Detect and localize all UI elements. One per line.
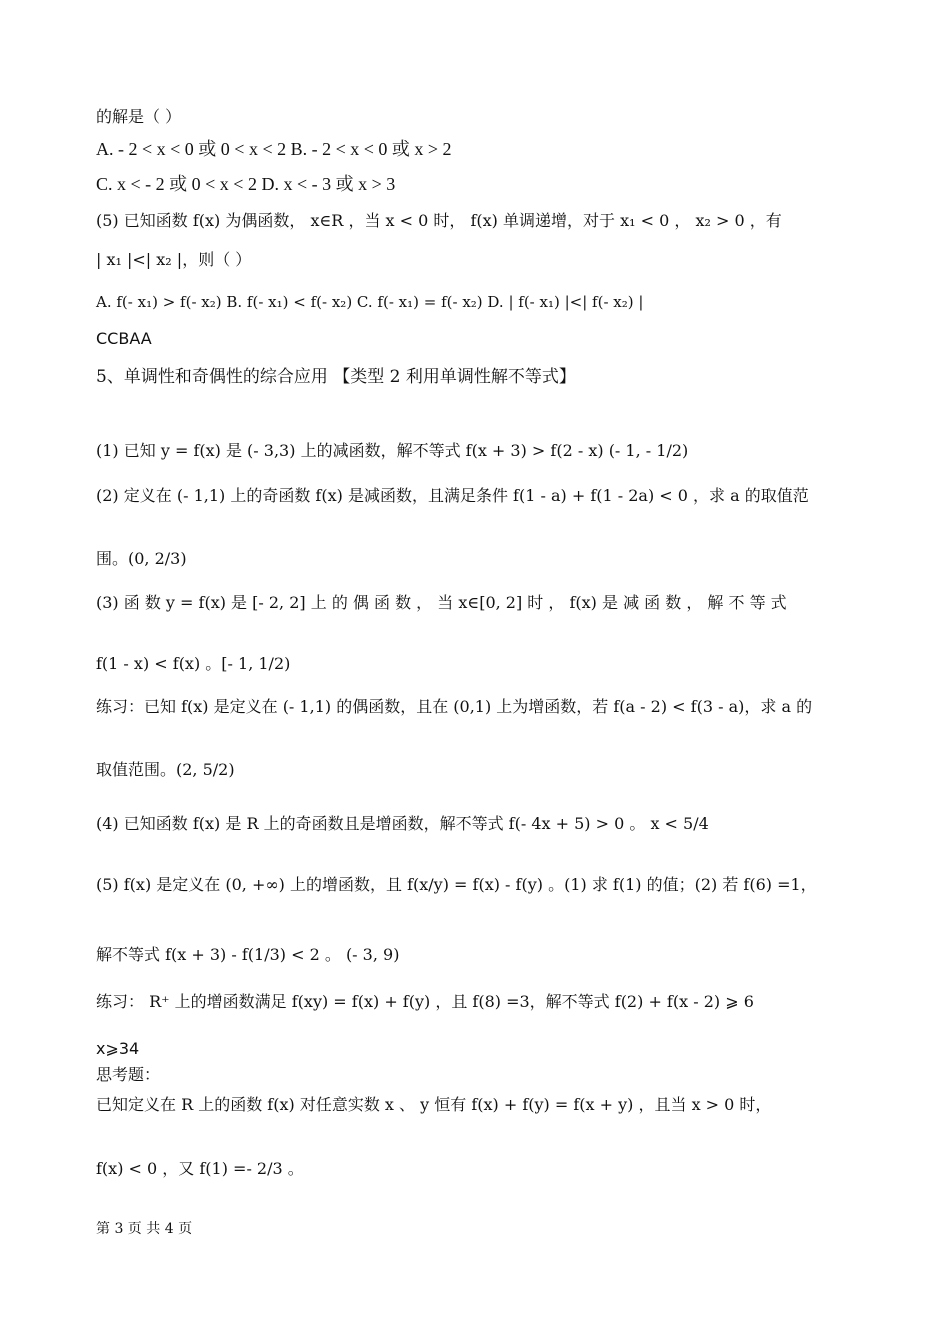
thinking-problem-cont: f(x) < 0 ，又 f(1) =- 2/3 。 — [96, 1159, 304, 1178]
practice-2-answer: x⩾34 — [96, 1039, 140, 1058]
choice-row-ab: A. - 2 < x < 0 或 0 < x < 2 B. - 2 < x < 0 或 x > 2 — [96, 139, 452, 159]
problem-3: (3) 函 数 y = f(x) 是 [- 2, 2] 上 的 偶 函 数 ， 当 x∈[0, 2] 时 ， f(x) 是 减 函 数 ， 解 不 等 式 — [96, 593, 787, 612]
problem-4: (4) 已知函数 f(x) 是 R 上的奇函数且是增函数，解不等式 f(- 4x + 5) > 0 。 x < 5/4 — [96, 814, 709, 833]
choice-row-abcd: A. f(- x₁) > f(- x₂) B. f(- x₁) < f(- x₂) C. f(- x₁) = f(- x₂) D. | f(- x₁) |<| f(- x₂) | — [96, 293, 644, 311]
text-line-l05: | x₁ |<| x₂ |，则（ ） — [96, 250, 252, 269]
answer-key: CCBAA — [96, 329, 152, 348]
section-heading: 5、单调性和奇偶性的综合应用 【类型 2 利用单调性解不等式】 — [96, 367, 576, 387]
problem-2-answer: 围。(0, 2/3) — [96, 549, 187, 568]
problem-2: (2) 定义在 (- 1,1) 上的奇函数 f(x) 是减函数，且满足条件 f(1 - a) + f(1 - 2a) < 0 ，求 a 的取值范 — [96, 486, 809, 505]
page-footer: 第 3 页 共 4 页 — [96, 1221, 193, 1237]
thinking-title: 思考题： — [96, 1065, 161, 1084]
problem-1: (1) 已知 y = f(x) 是 (- 3,3) 上的减函数，解不等式 f(x + 3) > f(2 - x) (- 1, - 1/2) — [96, 441, 689, 460]
thinking-problem: 已知定义在 R 上的函数 f(x) 对任意实数 x 、 y 恒有 f(x) + f(y) = f(x + y) ，且当 x > 0 时， — [96, 1095, 772, 1114]
practice-1: 练习：已知 f(x) 是定义在 (- 1,1) 的偶函数，且在 (0,1) 上为增函数，若 f(a - 2) < f(3 - a)，求 a 的 — [96, 697, 813, 716]
practice-1-answer: 取值范围。(2, 5/2) — [96, 760, 235, 779]
problem-5: (5) f(x) 是定义在 (0, +∞) 上的增函数，且 f(x/y) = f(x) - f(y) 。(1) 求 f(1) 的值；(2) 若 f(6) =1， — [96, 875, 817, 894]
text-line-l01: 的解是（ ） — [96, 107, 182, 126]
problem-5-inequality: 解不等式 f(x + 3) - f(1/3) < 2 。 (- 3, 9) — [96, 945, 400, 964]
problem-3-answer: f(1 - x) < f(x) 。[- 1, 1/2) — [96, 654, 291, 673]
question-5: (5) 已知函数 f(x) 为偶函数， x∈R ，当 x < 0 时， f(x) 单调递增，对于 x₁ < 0 ， x₂ > 0 ，有 — [96, 211, 782, 230]
choice-row-cd: C. x < - 2 或 0 < x < 2 D. x < - 3 或 x > 3 — [96, 174, 396, 194]
practice-2: 练习： R⁺ 上的增函数满足 f(xy) = f(x) + f(y) ，且 f(8) =3，解不等式 f(2) + f(x - 2) ⩾ 6 — [96, 992, 754, 1011]
